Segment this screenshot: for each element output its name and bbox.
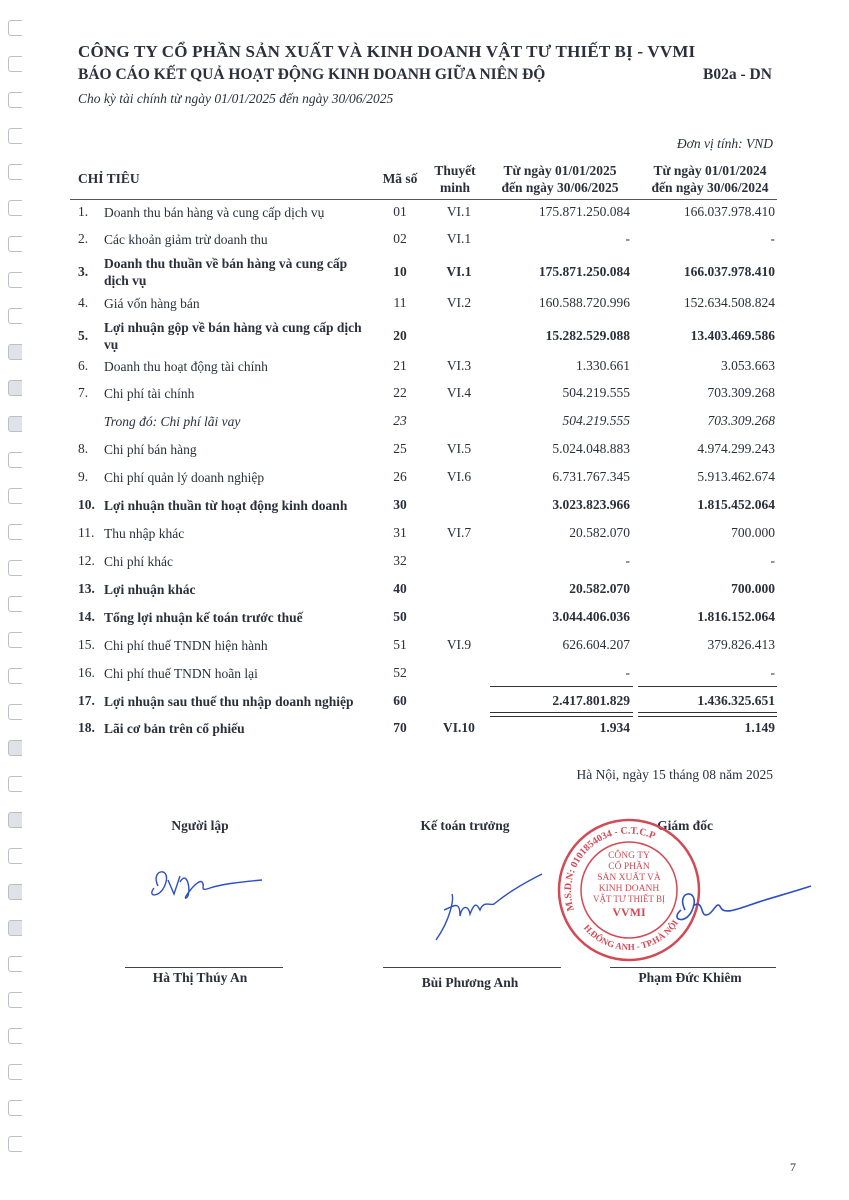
svg-text:CÔNG TY: CÔNG TY [608,851,650,861]
row-label: Chi phí khác [104,554,173,569]
row-label: Tổng lợi nhuận kế toán trước thuế [104,610,303,625]
row-note: VI.10 [443,720,475,735]
table-header-divider [70,199,777,200]
row-label: Thu nhập khác [104,526,185,541]
row-code: 01 [393,204,407,219]
row-number: 7. [78,385,89,400]
row-code: 10 [393,264,407,279]
binding-hole [8,524,22,540]
row-code: 70 [393,720,407,735]
row-prior-value: 379.826.413 [707,637,775,652]
binding-holes [6,18,28,1178]
row-current-value: 160.588.720.996 [538,295,630,310]
row-code: 11 [393,295,407,310]
row-current-value: 20.582.070 [569,525,630,540]
row-label: Chi phí thuế TNDN hiện hành [104,638,268,653]
column-header-prior-period [640,162,780,196]
binding-hole [8,920,22,936]
binding-hole [8,956,22,972]
row-note: VI.7 [446,525,472,540]
binding-hole [8,56,22,72]
signing-date-place: Hà Nội, ngày 15 tháng 08 năm 2025 [576,767,773,782]
chief-accountant-signature [430,870,550,945]
row-label: Doanh thu thuần về bán hàng và cung cấp dịch vụ [104,256,348,288]
preparer-title: Người lập [171,818,229,833]
row-number: 12. [78,553,95,568]
row-code: 40 [393,581,407,596]
row-prior-value: 700.000 [731,581,775,596]
binding-hole [8,236,22,252]
binding-hole [8,740,22,756]
row-label: Lợi nhuận khác [104,582,196,597]
row-code: 22 [393,385,407,400]
binding-hole [8,200,22,216]
row-code: 30 [393,497,407,512]
row-number: 14. [78,609,95,624]
binding-hole [8,308,22,324]
svg-text:M.S.D.N: 0101854034 - C.T.C.P: M.S.D.N: 0101854034 - C.T.C.P [562,825,657,913]
row-prior-value: 166.037.978.410 [683,204,775,219]
row-code: 32 [393,553,407,568]
row-prior-value: 152.634.508.824 [683,295,775,310]
subtotal-rule [638,686,777,687]
row-current-value: 504.219.555 [562,385,630,400]
binding-hole [8,1100,22,1116]
currency-unit: Đơn vị tính: VND [676,136,773,151]
row-prior-value: 703.309.268 [707,413,775,428]
row-current-value: - [625,231,630,246]
row-number: 8. [78,441,89,456]
row-current-value: 3.023.823.966 [552,497,630,512]
page-number: 7 [790,1160,796,1174]
column-header-note-line1: Thuyết [434,163,476,178]
director-name: Phạm Đức Khiêm [638,970,742,985]
svg-text:VẬT TƯ THIẾT BỊ: VẬT TƯ THIẾT BỊ [592,894,666,904]
row-current-value: 6.731.767.345 [552,469,630,484]
svg-text:VVMI: VVMI [612,905,646,919]
binding-hole [8,1136,22,1152]
binding-hole [8,560,22,576]
row-number: 13. [78,581,95,596]
row-current-value: 175.871.250.084 [538,204,630,219]
row-note: VI.3 [446,358,472,373]
column-header-note [425,162,485,196]
row-current-value: 5.024.048.883 [552,441,630,456]
row-code: 52 [393,665,407,680]
row-note: VI.5 [446,441,472,456]
row-prior-value: 1.436.325.651 [697,693,775,708]
subtotal-rule [490,686,633,687]
row-current-value: 626.604.207 [562,637,630,652]
binding-hole [8,668,22,684]
binding-hole [8,416,22,432]
row-label: Chi phí bán hàng [104,442,197,457]
row-number: 15. [78,637,95,652]
binding-hole [8,164,22,180]
row-current-value: 1.934 [599,720,630,735]
row-label: Lợi nhuận gộp về bán hàng và cung cấp dịch vụ [104,320,362,352]
row-code: 26 [393,469,407,484]
row-prior-value: 3.053.663 [721,358,775,373]
row-note: VI.2 [446,295,472,310]
row-current-value: 3.044.406.036 [552,609,630,624]
row-current-value: 15.282.529.088 [545,328,630,343]
row-label: Lợi nhuận thuần từ hoạt động kinh doanh [104,498,348,513]
column-header-current-line1: Từ ngày 01/01/2025 [503,163,617,178]
column-header-prior-line2: đến ngày 30/06/2024 [651,180,769,195]
preparer-signature [140,858,270,908]
row-prior-value: 1.816.152.064 [697,609,775,624]
svg-text:CỔ PHẦN: CỔ PHẦN [608,862,650,872]
row-prior-value: 1.149 [744,720,775,735]
column-header-code: Mã số [382,171,418,186]
svg-text:SẢN XUẤT VÀ: SẢN XUẤT VÀ [597,873,661,883]
binding-hole [8,344,22,360]
report-title: BÁO CÁO KẾT QUẢ HOẠT ĐỘNG KINH DOANH GIỮA NIÊN ĐỘ [78,66,546,83]
preparer-name: Hà Thị Thúy An [152,970,248,985]
binding-hole [8,884,22,900]
row-current-value: 504.219.555 [562,413,630,428]
row-number: 18. [78,720,95,735]
row-number: 6. [78,358,89,373]
row-code: 60 [393,693,407,708]
row-number: 11. [78,525,95,540]
binding-hole [8,488,22,504]
binding-hole [8,20,22,36]
row-label: Các khoản giảm trừ doanh thu [104,232,268,247]
row-code: 25 [393,441,407,456]
row-prior-value: 4.974.299.243 [697,441,775,456]
binding-hole [8,704,22,720]
row-label: Lợi nhuận sau thuế thu nhập doanh nghiệp [104,694,354,709]
row-prior-value: 703.309.268 [707,385,775,400]
chief-accountant-name: Bùi Phương Anh [421,975,519,990]
row-code: 50 [393,609,407,624]
binding-hole [8,596,22,612]
column-header-prior-line1: Từ ngày 01/01/2024 [653,163,767,178]
row-number: 16. [78,665,95,680]
row-code: 31 [393,525,407,540]
director-signature [655,880,815,940]
row-code: 23 [393,413,407,428]
binding-hole [8,992,22,1008]
row-prior-value: - [770,231,775,246]
row-current-value: - [625,553,630,568]
row-number: 1. [78,204,89,219]
column-header-note-line2: minh [439,180,470,195]
row-label: Doanh thu hoạt động tài chính [104,359,268,374]
chief-accountant-title: Kế toán trưởng [420,818,510,833]
row-prior-value: - [770,553,775,568]
row-code: 20 [393,328,407,343]
row-note: VI.9 [446,637,472,652]
row-number: 9. [78,469,89,484]
row-note: VI.6 [446,469,472,484]
binding-hole [8,776,22,792]
row-note: VI.1 [446,231,472,246]
row-prior-value: 1.815.452.064 [697,497,775,512]
director-signature-line [610,967,776,968]
binding-hole [8,848,22,864]
column-header-indicator: CHỈ TIÊU [78,171,140,186]
binding-hole [8,1028,22,1044]
row-current-value: 1.330.661 [576,358,630,373]
row-label: Lãi cơ bản trên cổ phiếu [104,721,245,736]
total-double-rule [638,712,777,717]
row-number: 4. [78,295,89,310]
row-code: 21 [393,358,407,373]
company-name: CÔNG TY CỔ PHẦN SẢN XUẤT VÀ KINH DOANH VẬT TƯ THIẾT BỊ - VVMI [78,42,696,61]
row-code: 51 [393,637,407,652]
row-label: Chi phí quản lý doanh nghiệp [104,470,265,485]
row-current-value: - [625,665,630,680]
reporting-period: Cho kỳ tài chính từ ngày 01/01/2025 đến ngày 30/06/2025 [78,91,394,106]
binding-hole [8,128,22,144]
row-current-value: 175.871.250.084 [538,264,630,279]
row-label: Chi phí thuế TNDN hoãn lại [104,666,258,681]
row-label: Chi phí tài chính [104,386,195,401]
binding-hole [8,380,22,396]
total-double-rule [490,712,633,717]
binding-hole [8,272,22,288]
binding-hole [8,452,22,468]
row-label: Giá vốn hàng bán [104,296,200,311]
row-number: 3. [78,264,89,279]
svg-text:H.ĐÔNG ANH - TP.HÀ NỘI: H.ĐÔNG ANH - TP.HÀ NỘI [581,918,681,953]
row-prior-value: - [770,665,775,680]
row-note: VI.1 [446,204,472,219]
column-header-current-period [490,162,630,196]
row-note: VI.1 [446,264,472,279]
preparer-signature-line [125,967,283,968]
binding-hole [8,632,22,648]
row-current-value: 20.582.070 [569,581,630,596]
row-code: 02 [393,231,407,246]
chief-accountant-signature-line [383,967,561,968]
column-header-current-line2: đến ngày 30/06/2025 [501,180,619,195]
row-prior-value: 700.000 [731,525,775,540]
row-note: VI.4 [446,385,472,400]
row-number: 5. [78,328,89,343]
binding-hole [8,1064,22,1080]
row-label: Doanh thu bán hàng và cung cấp dịch vụ [104,205,325,220]
row-prior-value: 166.037.978.410 [683,264,775,279]
binding-hole [8,812,22,828]
row-current-value: 2.417.801.829 [552,693,630,708]
row-prior-value: 13.403.469.586 [690,328,775,343]
director-title: Giám đốc [657,818,713,833]
row-label: Trong đó: Chi phí lãi vay [104,414,241,429]
binding-hole [8,92,22,108]
row-number: 10. [78,497,95,512]
form-code: B02a - DN [703,66,772,83]
row-prior-value: 5.913.462.674 [697,469,775,484]
row-number: 2. [78,231,89,246]
row-number: 17. [78,693,95,708]
svg-text:KINH DOANH: KINH DOANH [598,884,660,894]
